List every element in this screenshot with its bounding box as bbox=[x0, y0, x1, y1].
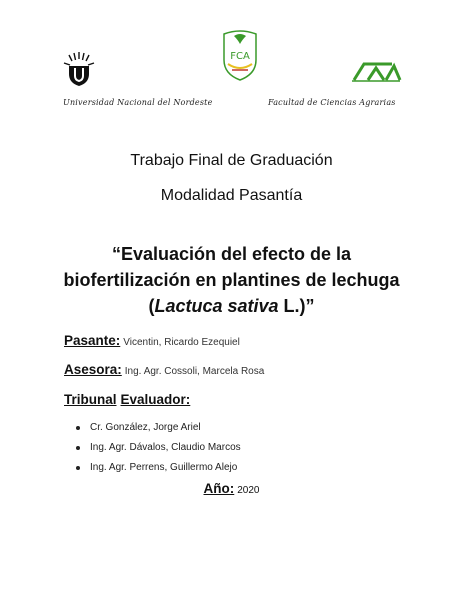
member-name: Ing. Agr. Dávalos, Claudio Marcos bbox=[90, 442, 241, 453]
title-line-2: Modalidad Pasantía bbox=[160, 187, 303, 204]
evaluador-label: Evaluador: bbox=[120, 392, 191, 407]
list-item bbox=[72, 458, 241, 478]
year-label: Año: bbox=[203, 481, 235, 496]
member-name: Ing. Agr. Perrens, Guillermo Alejo bbox=[90, 462, 238, 473]
pasante-value: Vicentin, Ricardo Ezequiel bbox=[123, 337, 240, 348]
unne-logo-icon bbox=[62, 50, 96, 93]
year-field bbox=[0, 481, 463, 496]
thesis-title-line-1: “Evaluación del efecto de la bbox=[111, 244, 352, 264]
title-line-1: Trabajo Final de Graduación bbox=[130, 152, 333, 169]
bullet-icon bbox=[76, 426, 80, 430]
species-name: Lactuca sativa bbox=[154, 296, 279, 316]
year-value: 2020 bbox=[237, 485, 260, 496]
tribunal-label: Tribunal bbox=[64, 392, 117, 407]
bullet-icon bbox=[76, 466, 80, 470]
thesis-title-open: ( bbox=[148, 296, 155, 316]
left-institution-name: Universidad Nacional del Nordeste bbox=[63, 98, 213, 107]
list-item bbox=[72, 438, 241, 458]
asesora-field bbox=[64, 362, 264, 377]
thesis-title-close: L.)” bbox=[278, 296, 315, 316]
member-name: Cr. González, Jorge Ariel bbox=[90, 422, 201, 433]
tribunal-heading bbox=[64, 392, 190, 407]
thesis-title-line-3 bbox=[0, 293, 463, 319]
list-item bbox=[72, 418, 241, 438]
asesora-value: Ing. Agr. Cossoli, Marcela Rosa bbox=[124, 366, 265, 377]
thesis-title-line-2: biofertilización en plantines de lechuga bbox=[63, 270, 400, 290]
pasante-field bbox=[64, 333, 240, 348]
thesis-title bbox=[0, 241, 463, 319]
fca-logo-icon bbox=[218, 30, 262, 87]
pasante-label: Pasante: bbox=[64, 333, 121, 348]
tribunal-members-list bbox=[72, 418, 241, 478]
bullet-icon bbox=[76, 446, 80, 450]
facultad-logo-icon bbox=[350, 60, 402, 89]
fca-logo-text: FCA bbox=[230, 51, 250, 62]
right-institution-name: Facultad de Ciencias Agrarias bbox=[268, 98, 396, 107]
asesora-label: Asesora: bbox=[64, 362, 122, 377]
